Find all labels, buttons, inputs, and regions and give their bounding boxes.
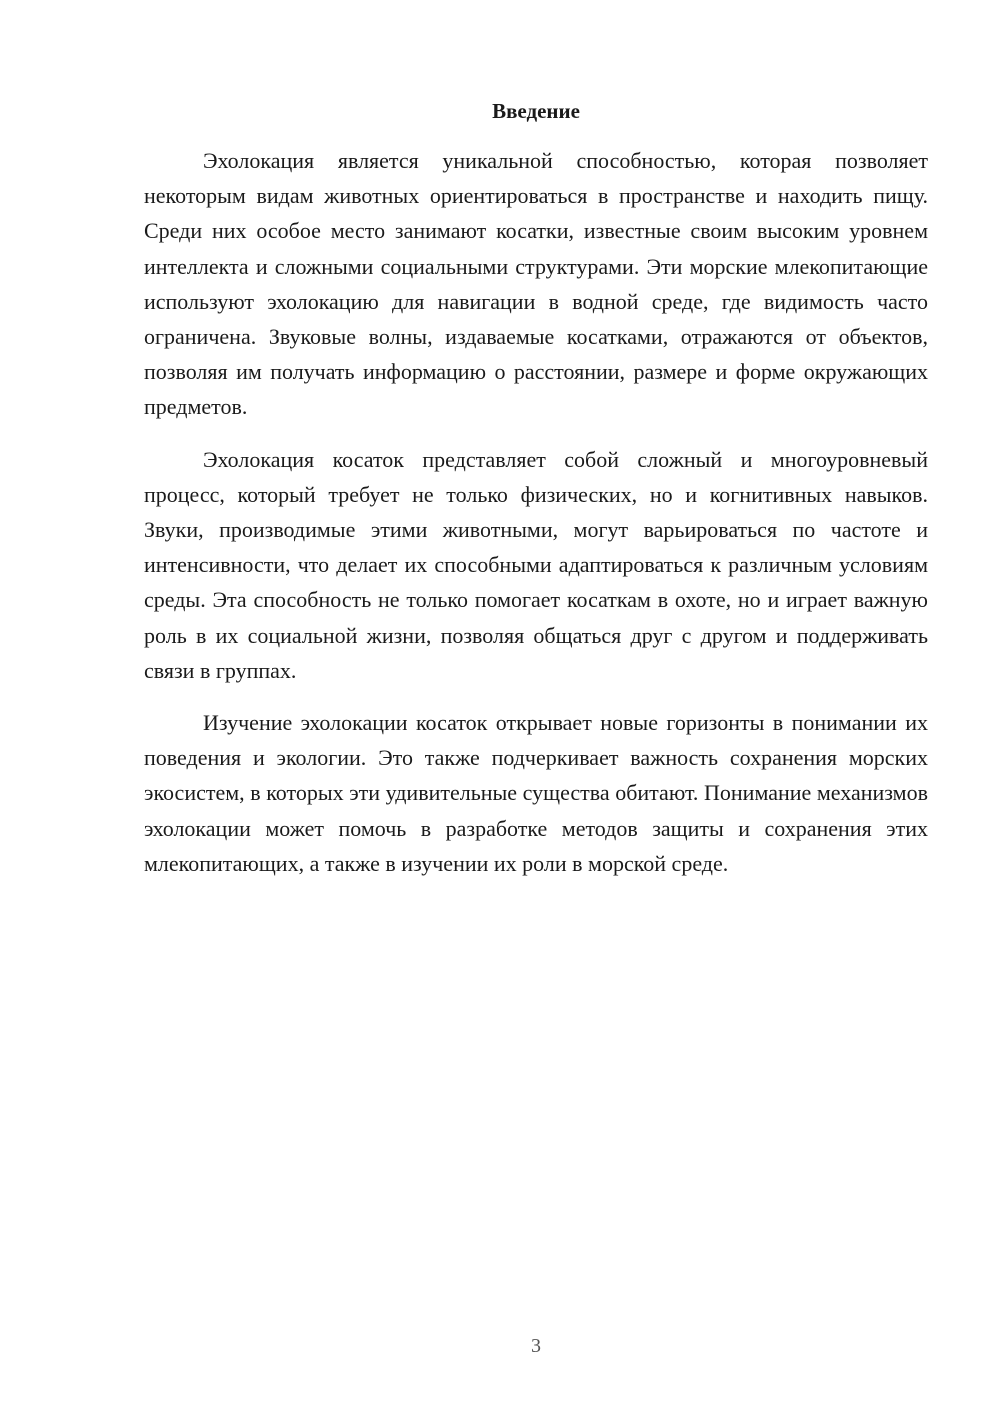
page-number: 3 [531,1335,541,1357]
paragraph-1: Эхолокация является уникальной способностью, которая позволяет некоторым видам животных ориентироваться в пространстве и находить пищу. Среди них особое место занимают косатки, известные своим высоким уровнем интеллекта и сложными социальными структурами. Эти морские млекопитающие используют эхолокацию для навигации в водной среде, где видимость часто ограничена. Звуковые волны, издаваемые косатками, отражаются от объектов, позволяя им получать информацию о расстоянии, размере и форме окружающих предметов. [144,148,928,420]
page-title: Введение [492,99,580,123]
paragraph-3: Изучение эхолокации косаток открывает новые горизонты в понимании их поведения и экологии. Это также подчеркивает важность сохранения морских экосистем, в которых эти удивительные существа обитают. Понимание механизмов эхолокации может помочь в разработке методов защиты и сохранения этих млекопитающих, а также в изучении их роли в морской среде. [144,710,928,876]
paragraph-2: Эхолокация косаток представляет собой сложный и многоуровневый процесс, который требует не только физических, но и когнитивных навыков. Звуки, производимые этими животными, могут варьироваться по частоте и интенсивности, что делает их способными адаптироваться к различным условиям среды. Эта способность не только помогает косаткам в охоте, но и играет важную роль в их социальной жизни, позволяя общаться друг с другом и поддерживать связи в группах. [144,446,928,683]
body-text [144,143,928,898]
